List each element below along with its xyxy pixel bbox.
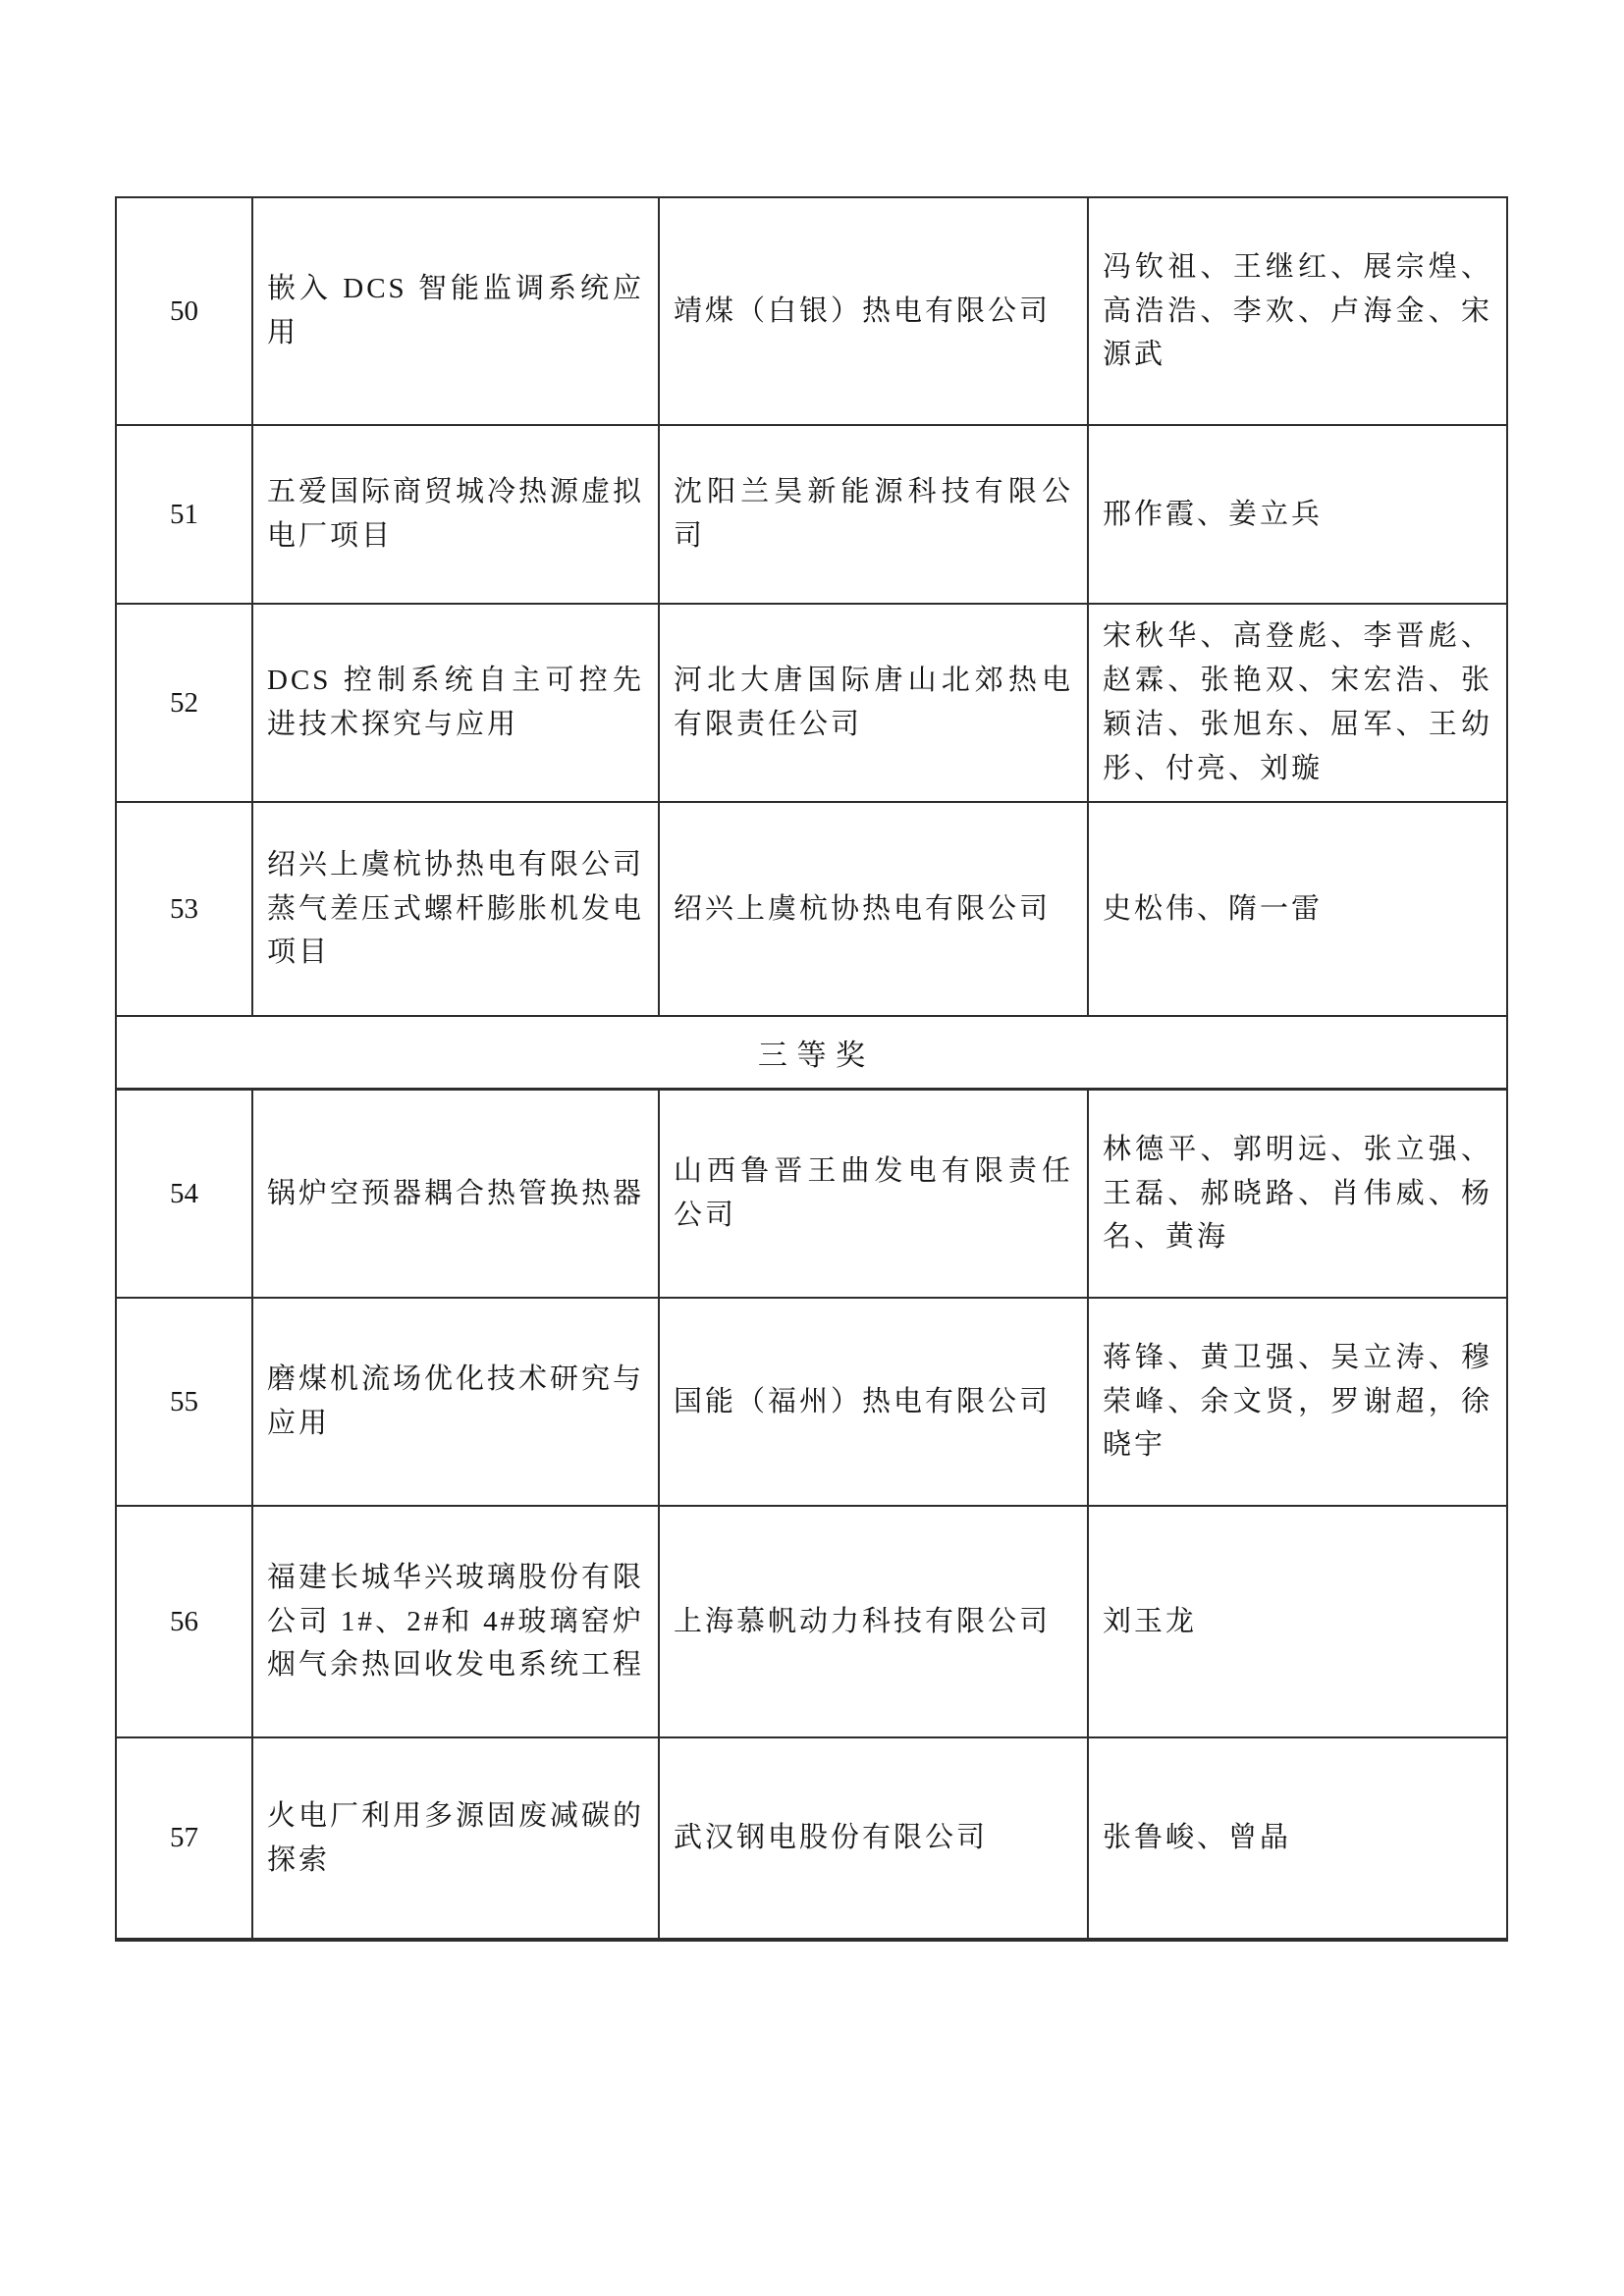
- row-number: 54: [170, 1177, 198, 1209]
- row-number-cell: [117, 426, 251, 603]
- table-row: [117, 1736, 1506, 1938]
- project-name: 磨煤机流场优化技术研究与应用: [267, 1363, 645, 1439]
- project-name-cell: [251, 1738, 658, 1938]
- row-number-cell: [117, 803, 251, 1015]
- team-members-cell: [1087, 803, 1506, 1015]
- project-name-cell: [251, 198, 658, 424]
- project-name: 火电厂利用多源固废减碳的探索: [267, 1799, 645, 1876]
- project-name-cell: [251, 803, 658, 1015]
- row-number-cell: [117, 1091, 251, 1297]
- team-members-cell: [1087, 198, 1506, 424]
- company-name-cell: [658, 605, 1087, 801]
- team-members-cell: [1087, 1299, 1506, 1505]
- company-name-cell: [658, 198, 1087, 424]
- project-name: 锅炉空预器耦合热管换热器: [267, 1177, 645, 1209]
- row-number-cell: [117, 1507, 251, 1736]
- table-row: [117, 424, 1506, 603]
- company-name: 上海慕帆动力科技有限公司: [674, 1605, 1052, 1637]
- team-members-cell: [1087, 1738, 1506, 1938]
- company-name: 河北大唐国际唐山北郊热电有限责任公司: [674, 665, 1073, 740]
- row-number: 53: [170, 892, 198, 925]
- team-members-cell: [1087, 605, 1506, 801]
- company-name-cell: [658, 1299, 1087, 1505]
- team-members: 蒋锋、黄卫强、吴立涛、穆荣峰、余文贤，罗谢超，徐晓宇: [1103, 1341, 1492, 1462]
- row-number: 50: [170, 294, 198, 327]
- company-name: 武汉钢电股份有限公司: [674, 1822, 989, 1854]
- team-members: 冯钦祖、王继红、展宗煌、高浩浩、李欢、卢海金、宋源武: [1103, 250, 1492, 371]
- team-members-cell: [1087, 426, 1506, 603]
- company-name-cell: [658, 803, 1087, 1015]
- team-members: 刘玉龙: [1103, 1605, 1198, 1637]
- team-members-cell: [1087, 1507, 1506, 1736]
- row-number-cell: [117, 1738, 251, 1938]
- row-number: 55: [170, 1385, 198, 1417]
- awards-table: [115, 196, 1508, 1942]
- company-name: 绍兴上虞杭协热电有限公司: [674, 892, 1052, 925]
- table-row: [117, 1297, 1506, 1505]
- row-number: 51: [170, 498, 198, 530]
- table-row: [117, 1505, 1506, 1736]
- row-number-cell: [117, 198, 251, 424]
- project-name: 嵌入 DCS 智能监调系统应用: [267, 273, 644, 348]
- team-members: 宋秋华、高登彪、李晋彪、赵霖、张艳双、宋宏浩、张颖洁、张旭东、屈军、王幼彤、付亮、刘璇: [1103, 620, 1492, 784]
- company-name: 沈阳兰昊新能源科技有限公司: [674, 476, 1073, 552]
- section-title: 三等奖: [757, 1040, 875, 1072]
- company-name: 国能（福州）热电有限公司: [674, 1385, 1052, 1417]
- team-members: 张鲁峻、曾晶: [1103, 1822, 1292, 1854]
- team-members: 史松伟、隋一雷: [1103, 892, 1324, 925]
- project-name: 福建长城华兴玻璃股份有限公司 1#、2#和 4#玻璃窑炉烟气余热回收发电系统工程: [267, 1561, 645, 1682]
- row-number-cell: [117, 1299, 251, 1505]
- project-name: 五爱国际商贸城冷热源虚拟电厂项目: [267, 476, 645, 552]
- company-name-cell: [658, 1507, 1087, 1736]
- table-row: [117, 1091, 1506, 1297]
- company-name: 山西鲁晋王曲发电有限责任公司: [674, 1155, 1073, 1231]
- project-name-cell: [251, 1299, 658, 1505]
- row-number: 56: [170, 1605, 198, 1637]
- team-members: 林德平、郭明远、张立强、王磊、郝晓路、肖伟威、杨名、黄海: [1103, 1133, 1492, 1254]
- table-row: [117, 801, 1506, 1015]
- project-name-cell: [251, 1091, 658, 1297]
- company-name-cell: [658, 426, 1087, 603]
- row-number-cell: [117, 605, 251, 801]
- team-members: 邢作霞、姜立兵: [1103, 498, 1324, 530]
- project-name-cell: [251, 605, 658, 801]
- table-row: [117, 603, 1506, 801]
- company-name: 靖煤（白银）热电有限公司: [674, 294, 1052, 327]
- table-row: [117, 198, 1506, 424]
- company-name-cell: [658, 1091, 1087, 1297]
- section-header-row: [117, 1015, 1506, 1091]
- row-number: 57: [170, 1822, 198, 1854]
- company-name-cell: [658, 1738, 1087, 1938]
- project-name: DCS 控制系统自主可控先进技术探究与应用: [267, 665, 644, 740]
- project-name-cell: [251, 426, 658, 603]
- row-number: 52: [170, 686, 198, 719]
- project-name-cell: [251, 1507, 658, 1736]
- team-members-cell: [1087, 1091, 1506, 1297]
- project-name: 绍兴上虞杭协热电有限公司蒸气差压式螺杆膨胀机发电项目: [267, 848, 645, 969]
